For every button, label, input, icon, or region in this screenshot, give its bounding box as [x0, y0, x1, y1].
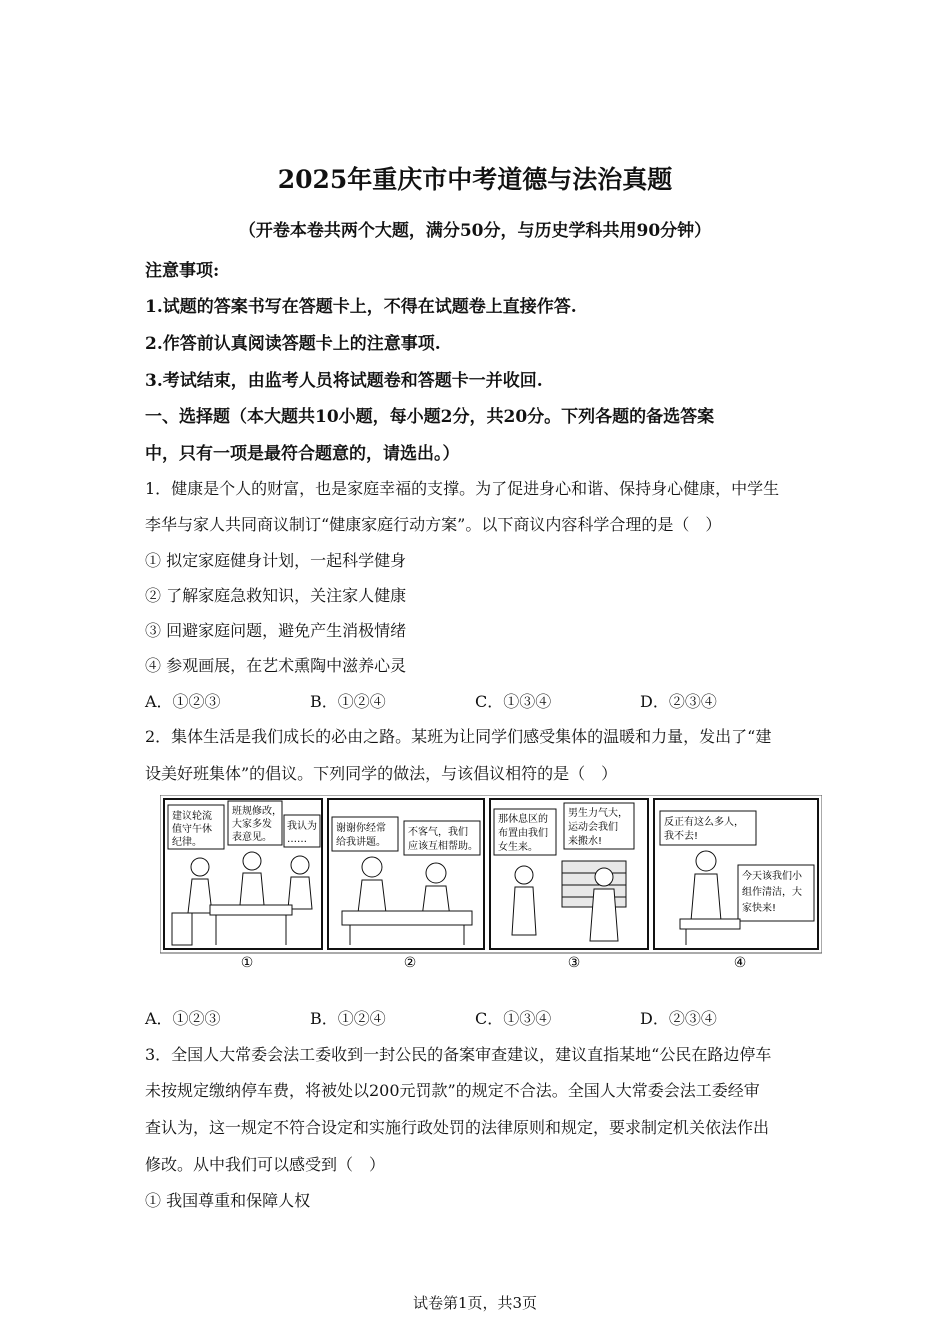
notice-item: 2.作答前认真阅读答题卡上的注意事项. — [145, 334, 441, 354]
question-2-text-cont: 设美好班集体”的倡议。下列同学的做法，与该倡议相符的是（ ） — [145, 764, 618, 783]
comic-panel-1 — [164, 799, 322, 949]
speech-bubble-text: 大家多发 — [232, 819, 272, 830]
speech-bubble-text: 建议轮流 — [172, 811, 212, 822]
speech-bubble-text: 我不去! — [664, 831, 699, 842]
speech-bubble-text: 布置由我们 — [498, 828, 548, 839]
notice-heading: 注意事项: — [145, 261, 220, 281]
speech-bubble-text: 纪律。 — [172, 837, 202, 848]
notice-item: 3.考试结束，由监考人员将试题卷和答题卡一并收回. — [145, 371, 543, 391]
panel-label: ④ — [733, 955, 747, 971]
speech-bubble-text: 来搬水! — [568, 836, 603, 847]
question-1-item: ② 了解家庭急救知识，关注家人健康 — [145, 586, 407, 605]
speech-bubble-text: 应该互相帮助。 — [408, 841, 478, 852]
speech-bubble-text: 谢谢你经常 — [336, 823, 386, 834]
section-heading: 一、选择题（本大题共10小题，每小题2分，共20分。下列各题的备选答案 — [145, 407, 715, 427]
comic-panel-3 — [490, 799, 648, 949]
question-2-option-a[interactable]: A．①②③ — [145, 1009, 221, 1028]
question-2-option-d[interactable]: D．②③④ — [640, 1009, 717, 1028]
exam-subtitle: （开卷本卷共两个大题，满分50分，与历史学科共用90分钟） — [238, 221, 712, 241]
comic-strip — [160, 795, 822, 973]
question-1-option-b[interactable]: B．①②④ — [310, 692, 386, 711]
speech-bubble-text: 给我讲题。 — [336, 837, 386, 848]
question-1-item: ③ 回避家庭问题，避免产生消极情绪 — [145, 621, 407, 640]
speech-bubble-text: 组作清洁，大 — [742, 887, 802, 898]
speech-bubble-text: 家快来! — [742, 903, 777, 914]
question-3-text-cont: 未按规定缴纳停车费，将被处以200元罚款”的规定不合法。全国人大常委会法工委经审 — [145, 1081, 760, 1100]
speech-bubble-text: 那休息区的 — [498, 814, 548, 825]
panel-label: ③ — [567, 955, 581, 971]
question-1-option-a[interactable]: A．①②③ — [145, 692, 221, 711]
panel-label: ① — [240, 955, 254, 971]
speech-bubble-text: 今天该我们小 — [742, 871, 802, 882]
question-3-text: 3．全国人大常委会法工委收到一封公民的备案审查建议，建议直指某地“公民在路边停车 — [145, 1045, 772, 1064]
page-title: 2025年重庆市中考道德与法治真题 — [277, 165, 673, 194]
question-2-option-b[interactable]: B．①②④ — [310, 1009, 386, 1028]
question-1-text: 1．健康是个人的财富，也是家庭幸福的支撑。为了促进身心和谐、保持身心健康，中学生 — [145, 479, 780, 498]
panel-label: ② — [403, 955, 417, 971]
section-heading-cont: 中，只有一项是最符合题意的，请选出。） — [145, 444, 460, 464]
question-2-option-c[interactable]: C．①③④ — [475, 1009, 552, 1028]
question-1-item: ① 拟定家庭健身计划，一起科学健身 — [145, 551, 407, 570]
speech-bubble-text: …… — [287, 834, 307, 845]
question-1-option-d[interactable]: D．②③④ — [640, 692, 717, 711]
speech-bubble-text: 班规修改， — [232, 806, 282, 817]
comic-panel-2 — [328, 799, 484, 949]
question-2-text: 2．集体生活是我们成长的必由之路。某班为让同学们感受集体的温暖和力量，发出了“建 — [145, 727, 772, 746]
speech-bubble-text: 我认为 — [287, 821, 317, 832]
speech-bubble-text: 运动会我们 — [568, 822, 618, 833]
question-1-item: ④ 参观画展，在艺术熏陶中滋养心灵 — [145, 656, 407, 675]
speech-bubble-text: 女生来。 — [498, 842, 538, 853]
question-3-text-cont: 修改。从中我们可以感受到（ ） — [145, 1155, 386, 1174]
speech-bubble-text: 值守午休 — [172, 824, 212, 835]
page-footer: 试卷第1页，共3页 — [412, 1294, 538, 1312]
question-3-text-cont: 查认为，这一规定不符合设定和实施行政处罚的法律原则和规定，要求制定机关依法作出 — [145, 1118, 770, 1137]
speech-bubble-text: 不客气，我们 — [408, 827, 468, 838]
question-1-option-c[interactable]: C．①③④ — [475, 692, 552, 711]
speech-bubble-text: 男生力气大， — [568, 808, 628, 819]
notice-item: 1.试题的答案书写在答题卡上，不得在试题卷上直接作答. — [145, 297, 577, 317]
question-3-item: ① 我国尊重和保障人权 — [145, 1191, 311, 1210]
question-1-text-cont: 李华与家人共同商议制订“健康家庭行动方案”。以下商议内容科学合理的是（ ） — [145, 515, 722, 534]
speech-bubble-text: 反正有这么多人， — [664, 817, 744, 828]
comic-panel-4 — [654, 799, 818, 949]
speech-bubble-text: 表意见。 — [232, 832, 272, 843]
